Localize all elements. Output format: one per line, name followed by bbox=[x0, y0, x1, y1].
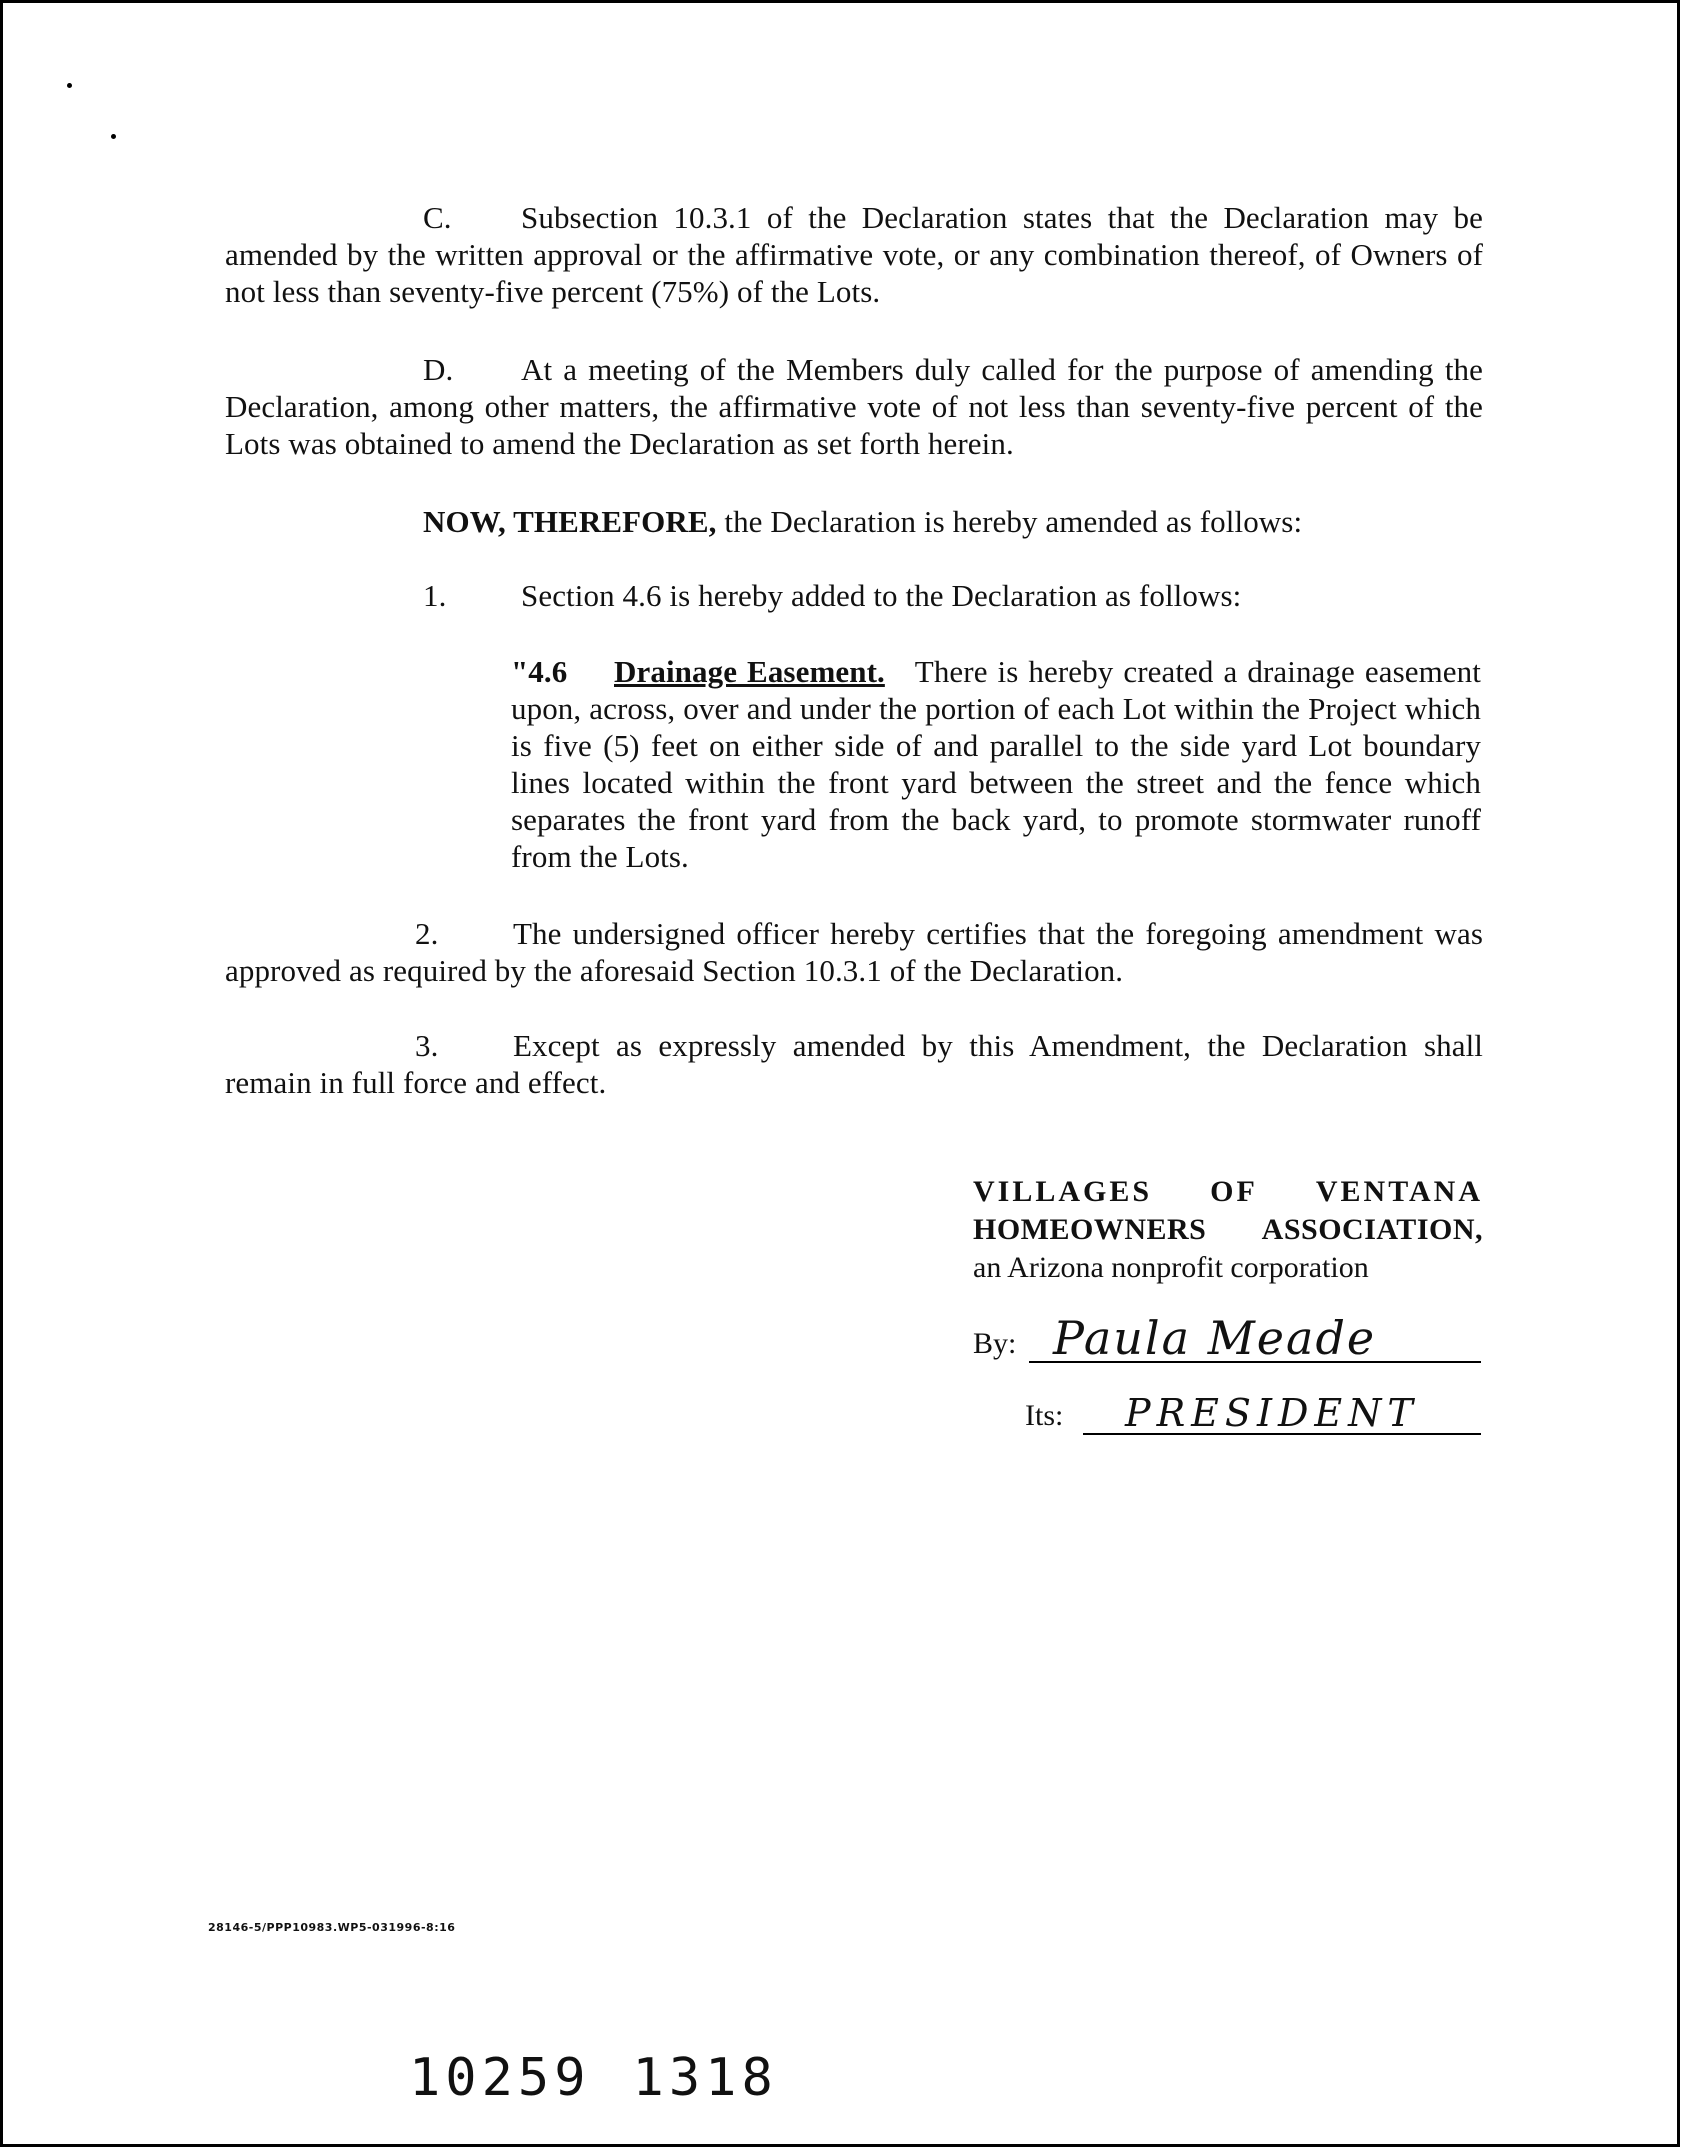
org-name-word: ASSOCIATION, bbox=[1261, 1213, 1483, 1246]
scan-speck bbox=[111, 134, 116, 139]
item-1-label: 1. bbox=[423, 578, 447, 613]
scan-speck bbox=[67, 83, 72, 88]
org-name-word: VILLAGES bbox=[973, 1175, 1153, 1208]
by-label: By: bbox=[973, 1327, 1017, 1360]
item-2-label: 2. bbox=[415, 916, 439, 951]
recital-c-label: C. bbox=[423, 200, 452, 235]
recital-d-text: At a meeting of the Members duly called for the purpose of amending the Declaration, among other matters, the affirmative vote of not less than seventy-five percent of the Lots was obtained to amend the Declaration as set forth herein. bbox=[225, 352, 1483, 461]
handwritten-signature: Paula Meade bbox=[1053, 1311, 1377, 1365]
section-4-6-title: Drainage Easement. bbox=[614, 654, 885, 689]
its-label: Its: bbox=[1025, 1399, 1064, 1432]
org-name-word: HOMEOWNERS bbox=[973, 1213, 1207, 1246]
section-4-6-text: There is hereby created a drainage easement upon, across, over and under the portion of each Lot within the Project which is five (5) feet on either side of and parallel to the side yard Lot boundary lines located within the front yard between the street and the fence which separates the front yard from the back yard, to promote stormwater runoff from the Lots. bbox=[511, 654, 1481, 874]
recital-c bbox=[225, 199, 1483, 310]
recital-c-text: Subsection 10.3.1 of the Declaration states that the Declaration may be amended by the written approval or the affirmative vote, or any combination thereof, of Owners of not less than seventy-five percent (75%) of the Lots. bbox=[225, 200, 1483, 309]
org-name-word: OF bbox=[1210, 1175, 1258, 1208]
item-2-text: The undersigned officer hereby certifies that the foregoing amendment was approved as required by the aforesaid Section 10.3.1 of the Declaration. bbox=[225, 916, 1483, 988]
recording-number bbox=[409, 2048, 778, 2108]
item-3 bbox=[225, 1027, 1483, 1101]
handwritten-title: PRESIDENT bbox=[1125, 1391, 1419, 1435]
org-description: an Arizona nonprofit corporation bbox=[973, 1251, 1369, 1284]
item-1 bbox=[423, 577, 1241, 614]
item-3-label: 3. bbox=[415, 1028, 439, 1063]
now-therefore-clause bbox=[423, 503, 1302, 540]
org-name-word: VENTANA bbox=[1315, 1175, 1483, 1208]
item-2 bbox=[225, 915, 1483, 989]
its-title-row bbox=[973, 1367, 1483, 1439]
document-file-code: 28146-5/PPP10983.WP5-031996-8:16 bbox=[208, 1921, 456, 1934]
recording-number-part: 1318 bbox=[632, 2048, 778, 2108]
org-name-line-1 bbox=[973, 1173, 1483, 1211]
signature-block bbox=[973, 1173, 1483, 1439]
recital-d bbox=[225, 351, 1483, 462]
org-name-line-2 bbox=[973, 1211, 1483, 1249]
item-1-text: Section 4.6 is hereby added to the Declaration as follows: bbox=[521, 578, 1242, 613]
recording-number-part: 10259 bbox=[409, 2048, 591, 2108]
item-3-text: Except as expressly amended by this Amendment, the Declaration shall remain in full force and effect. bbox=[225, 1028, 1483, 1100]
recital-d-label: D. bbox=[423, 352, 454, 387]
section-4-6-number: "4.6 bbox=[511, 654, 568, 689]
now-therefore-text: the Declaration is hereby amended as follows: bbox=[716, 504, 1303, 539]
now-therefore-bold: NOW, THEREFORE, bbox=[423, 504, 717, 539]
section-4-6 bbox=[511, 653, 1481, 875]
by-signature-row bbox=[973, 1287, 1483, 1367]
